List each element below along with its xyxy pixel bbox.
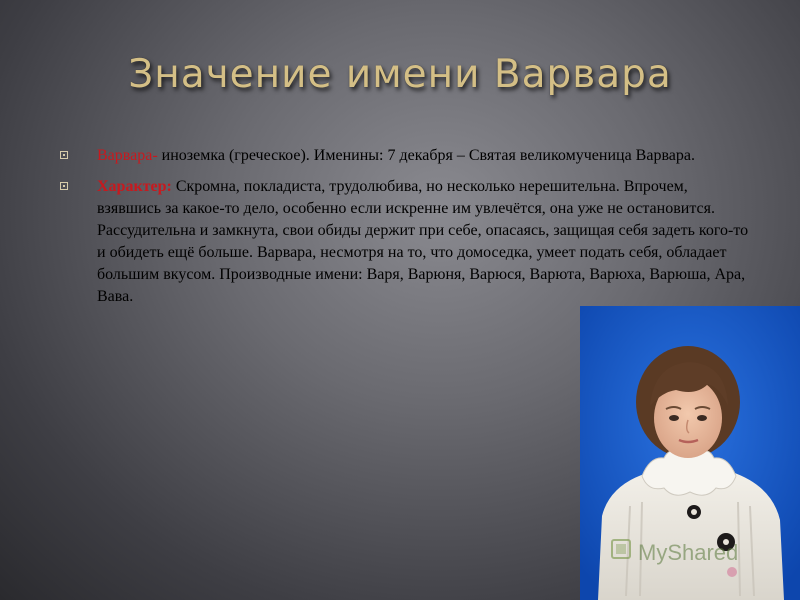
slide-title: Значение имени Варвара [128, 52, 672, 97]
bullet-item [62, 176, 752, 308]
bullet-text: иноземка (греческое). Именины: 7 декабря – Святая великомученица Варвара. [157, 147, 695, 164]
square-bullet-icon [60, 151, 68, 159]
bullet-item [62, 145, 752, 167]
bullet-list [62, 145, 752, 317]
girl-photo [580, 306, 800, 600]
bullet-lead: Характер: [97, 178, 172, 195]
bullet-text: Скромна, покладиста, трудолюбива, но несколько нерешительна. Впрочем, взявшись за какое-то дело, особенно если искренне им увлечётся, она уже не остановится. Рассудительна и замкнута, свои обиды держит при себе, опасаясь, защищая себя задеть кого-то и обидеть ещё больше. Варвара, несмотря на то, что домоседка, умеет подать себя, обладает большим вкусом. Производные имени: Варя, Варюня, Варюся, Варюта, Варюха, Варюша, Ара, Вава. [97, 178, 749, 305]
square-bullet-icon [60, 182, 68, 190]
watermark-text: MyShared [638, 540, 739, 565]
bullet-lead: Варвара- [97, 147, 158, 164]
